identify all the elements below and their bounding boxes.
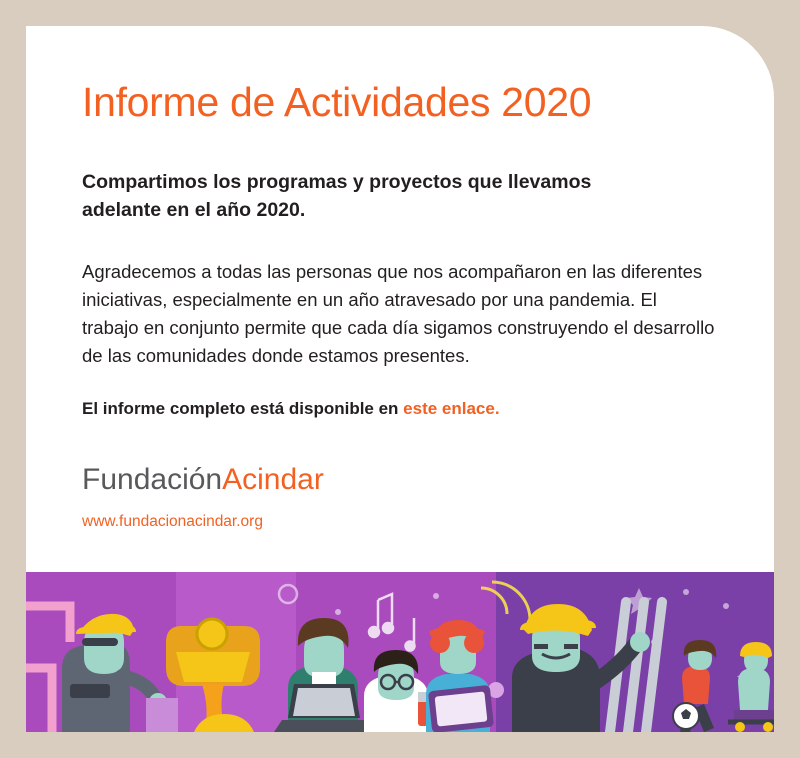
- brand-logo-part-two: Acindar: [222, 463, 324, 497]
- website-link[interactable]: www.fundacionacindar.org: [82, 513, 263, 531]
- footer-illustration: [26, 572, 774, 732]
- brand-logo-part-one: Fundación: [82, 463, 223, 497]
- body-paragraph: Agradecemos a todas las personas que nos acompañaron en las diferentes iniciativas, especialmente en un año atravesado por una pandemia. El trabajo en conjunto permite que cada día sigamos construyendo el desarrollo de las comunidades donde estamos presentes.: [82, 261, 715, 366]
- report-card: [26, 26, 774, 732]
- page-title: Informe de Actividades 2020: [82, 79, 592, 125]
- cta-line: [82, 399, 718, 419]
- report-link[interactable]: este enlace.: [403, 399, 500, 419]
- card-content: [26, 26, 774, 531]
- lead-paragraph: Compartimos los programas y proyectos que llevamos adelante en el año 2020.: [82, 171, 592, 221]
- brand-logo: [82, 465, 718, 495]
- cta-text: El informe completo está disponible en: [82, 399, 404, 419]
